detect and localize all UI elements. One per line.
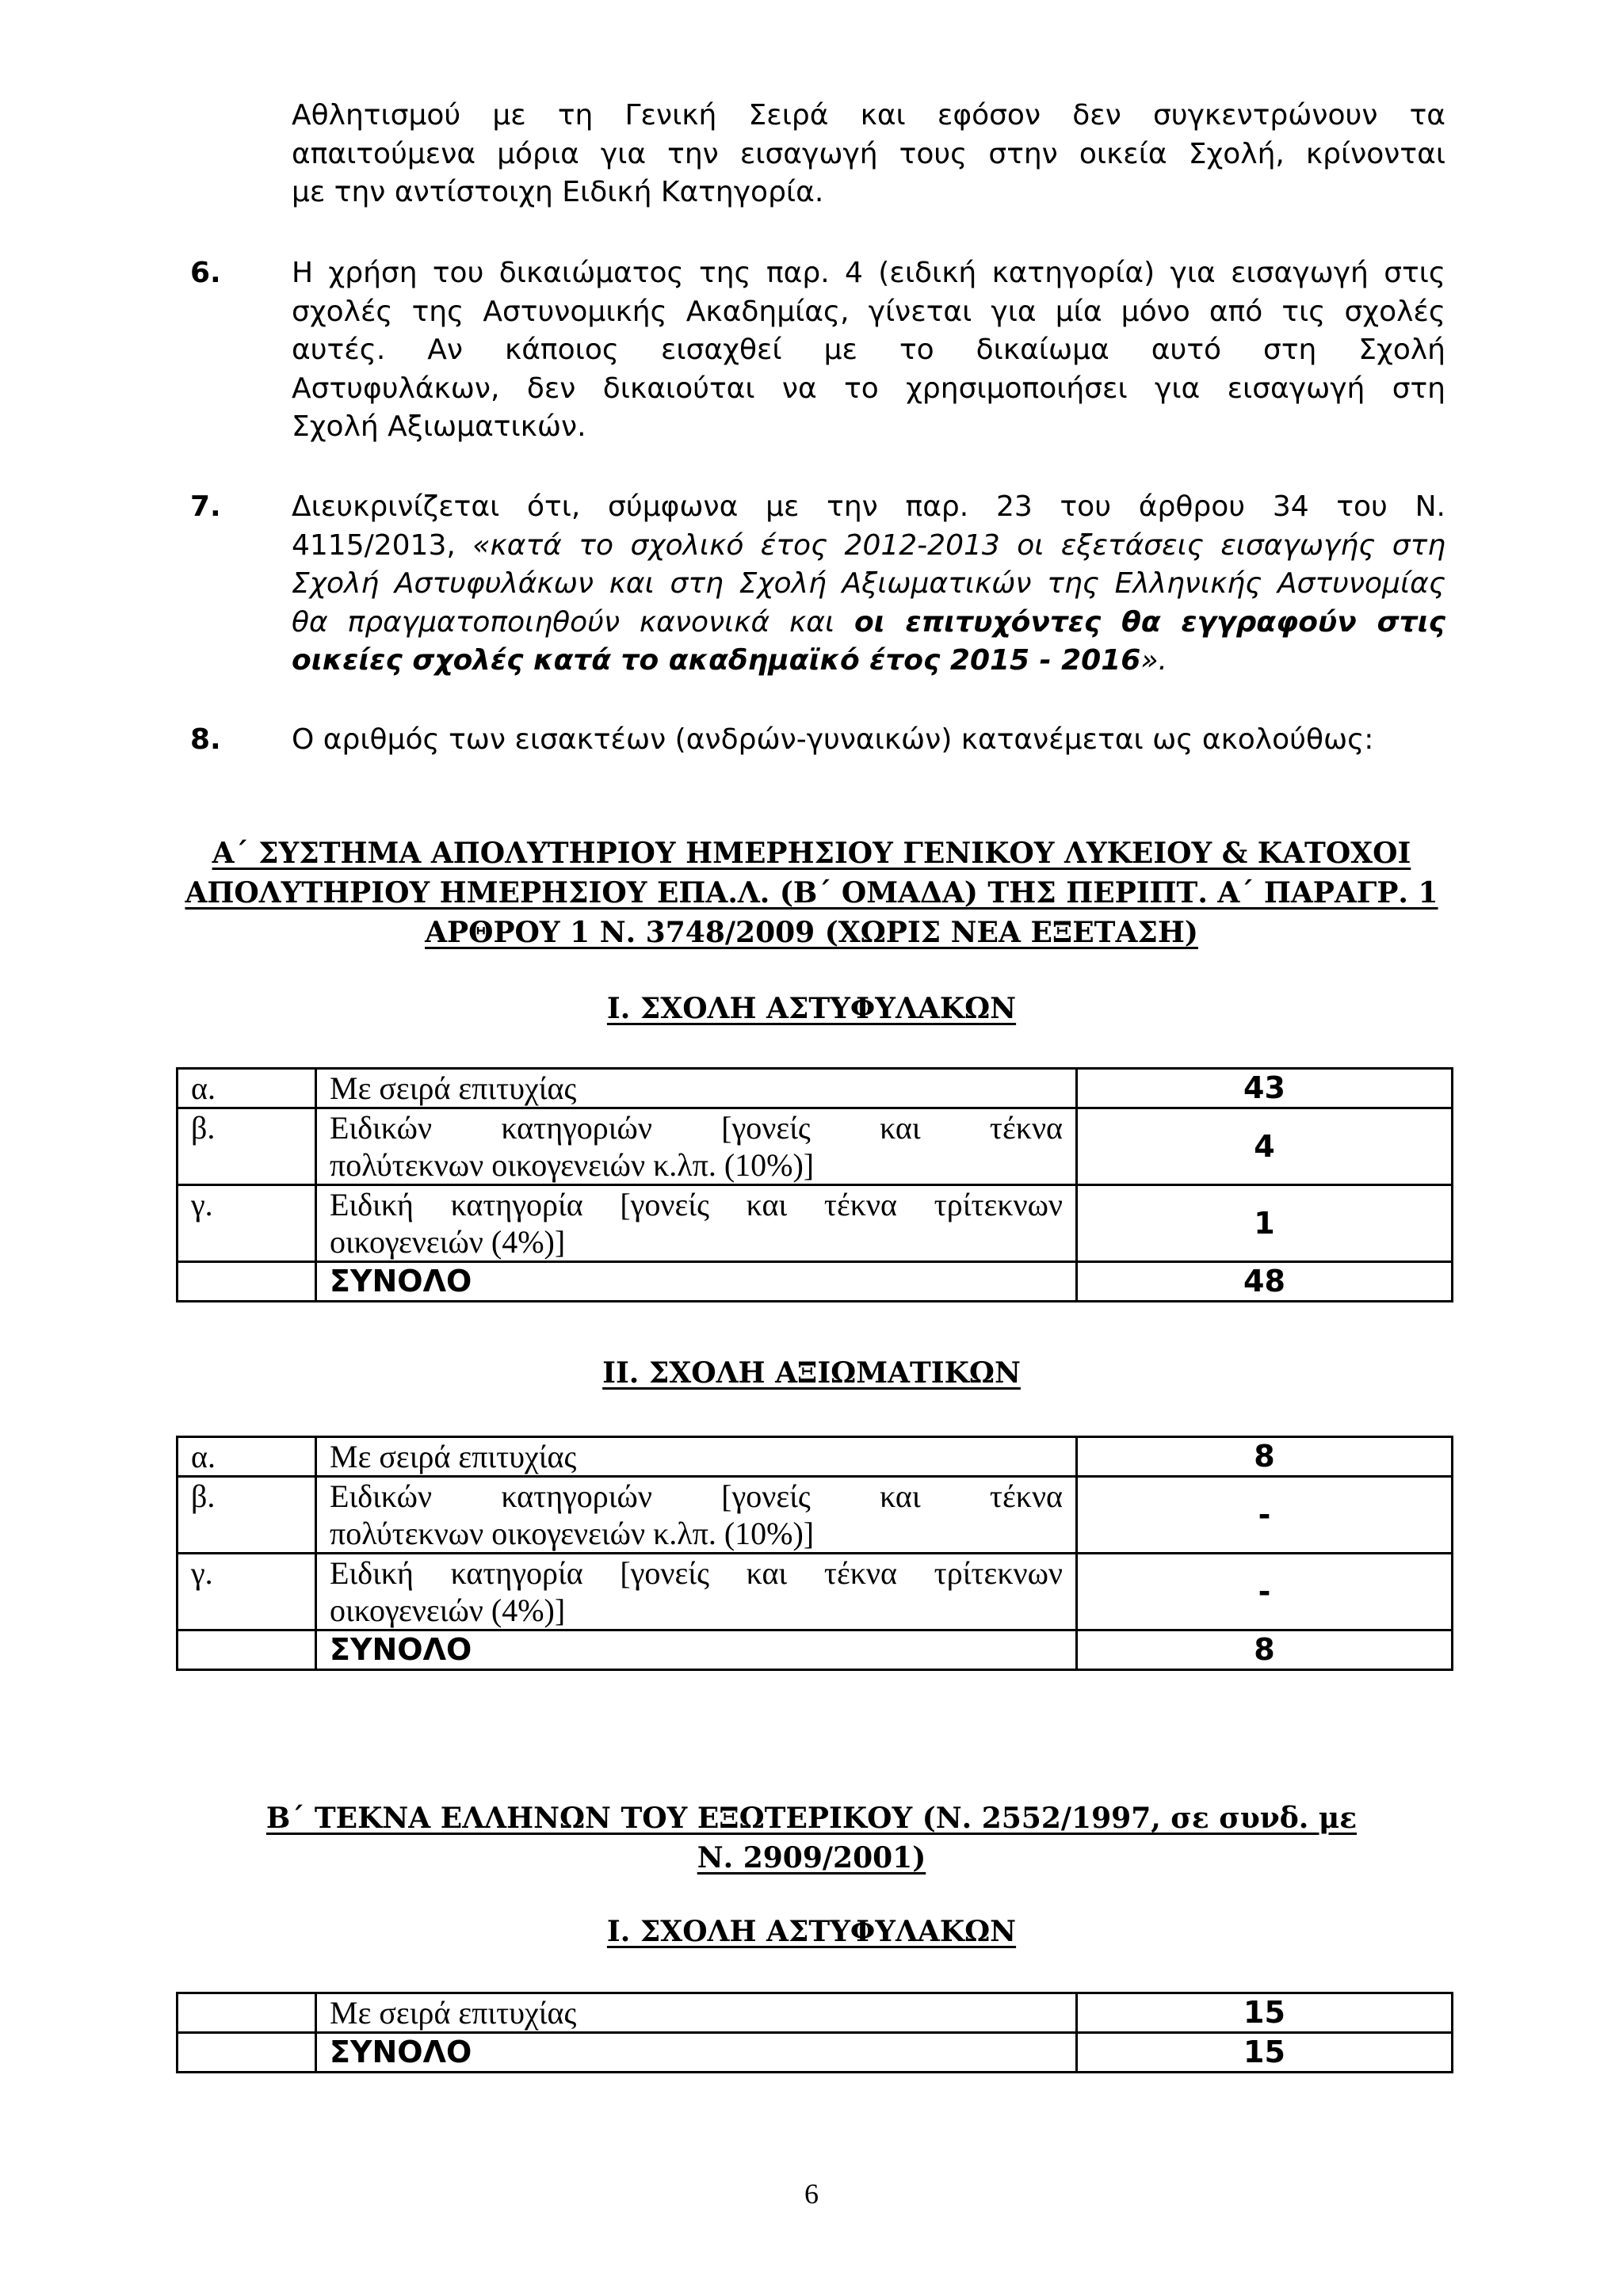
quote-text: Σχολή Αστυφυλάκων και στη Σχολή Αξιωματικών της Ελληνικής Αστυνομίας — [292, 567, 1445, 600]
cell-text: Με σειρά επιτυχίας — [330, 1070, 577, 1106]
quote-close: ». — [1140, 644, 1167, 677]
row-description — [316, 1477, 1077, 1554]
heading-line: ΑΡΘΡΟΥ 1 Ν. 3748/2009 (ΧΩΡΙΣ ΝΕΑ ΕΞΕΤΑΣΗ) — [425, 916, 1198, 949]
intro-paragraph — [292, 97, 1445, 212]
table-row — [178, 1069, 1453, 1108]
section-b-heading — [0, 1798, 1623, 1878]
table-row — [178, 1554, 1453, 1630]
heading-line: ΑΠΟΛΥΤΗΡΙΟΥ ΗΜΕΡΗΣΙΟΥ ΕΠΑ.Λ. (Β΄ ΟΜΑΔΑ) ΤΗΣ ΠΕΡΙΠΤ. Α΄ ΠΑΡΑΓΡ. 1 — [185, 876, 1438, 910]
table-total-row — [178, 2033, 1453, 2073]
text-line: Σχολή Αξιωματικών. — [292, 410, 586, 443]
quote-text: θα πραγματοποιηθούν κανονικά και — [292, 605, 854, 639]
row-description — [316, 1069, 1077, 1108]
row-value: 4 — [1077, 1108, 1453, 1185]
school-title: Ι. ΣΧΟΛΗ ΑΣΤΥΦΥΛΑΚΩΝ — [606, 992, 1017, 1025]
row-label: α. — [178, 1069, 316, 1108]
cell-text: Με σειρά επιτυχίας — [330, 1439, 577, 1474]
text-line: Διευκρινίζεται ότι, σύμφωνα με την παρ. 23 του άρθρου 34 του Ν. — [292, 490, 1445, 523]
school-heading — [0, 989, 1623, 1028]
row-label: γ. — [178, 1185, 316, 1262]
total-value: 15 — [1077, 2033, 1453, 2073]
emphasis-text: οι επιτυχόντες θα εγγραφούν στις — [854, 605, 1446, 639]
row-label: β. — [178, 1108, 316, 1185]
row-value: - — [1077, 1554, 1453, 1630]
text-line: σχολές της Αστυνομικής Ακαδημίας, γίνεται για μία μόνο από τις σχολές — [292, 295, 1445, 328]
total-value: 8 — [1077, 1630, 1453, 1670]
row-description — [316, 1437, 1077, 1477]
cell-text: πολύτεκνων οικογενειών κ.λπ. (10%)] — [330, 1147, 815, 1183]
total-label: ΣΥΝΟΛΟ — [316, 1630, 1077, 1670]
table-row — [178, 1437, 1453, 1477]
cell-text: πολύτεκνων οικογενειών κ.λπ. (10%)] — [330, 1516, 815, 1551]
heading-line: Α΄ ΣΥΣΤΗΜΑ ΑΠΟΛΥΤΗΡΙΟΥ ΗΜΕΡΗΣΙΟΥ ΓΕΝΙΚΟΥ ΛΥΚΕΙΟΥ & ΚΑΤΟΧΟΙ — [212, 837, 1411, 870]
total-value: 48 — [1077, 1262, 1453, 1302]
text-line — [292, 642, 1445, 681]
cell-text: Ειδική κατηγορία [γονείς και τέκνα τρίτεκνων — [330, 1555, 1063, 1591]
cell-text: Με σειρά επιτυχίας — [330, 1995, 577, 2031]
school-title: ΙΙ. ΣΧΟΛΗ ΑΞΙΩΜΑΤΙΚΩΝ — [602, 1356, 1021, 1390]
row-label: β. — [178, 1477, 316, 1554]
row-description — [316, 1993, 1077, 2033]
row-label-empty — [178, 2033, 316, 2073]
section-a-heading — [0, 833, 1623, 952]
item-number: 7. — [190, 490, 221, 523]
row-value: 15 — [1077, 1993, 1453, 2033]
table-row — [178, 1993, 1453, 2033]
text-run: 4115/2013, — [292, 528, 473, 562]
page-number: 6 — [804, 2178, 819, 2210]
item6-paragraph — [292, 254, 1445, 447]
cell-text: Ειδικών κατηγοριών [γονείς και τέκνα — [330, 1110, 1063, 1146]
text-line: Η χρήση του δικαιώματος της παρ. 4 (ειδική κατηγορία) για εισαγωγή στις — [292, 257, 1445, 289]
item8-paragraph — [292, 721, 1445, 760]
text-line — [292, 604, 1445, 643]
cell-text: Ειδική κατηγορία [γονείς και τέκνα τρίτεκνων — [330, 1187, 1063, 1222]
intake-table — [176, 1067, 1453, 1302]
heading-line: Ν. 2909/2001) — [697, 1841, 926, 1875]
cell-text: οικογενειών (4%)] — [330, 1224, 566, 1260]
text-line: Αθλητισμού με τη Γενική Σειρά και εφόσον δεν συγκεντρώνουν τα — [292, 99, 1445, 132]
table-total-row — [178, 1262, 1453, 1302]
text-line — [292, 527, 1445, 566]
row-label-empty — [178, 1262, 316, 1302]
total-label: ΣΥΝΟΛΟ — [316, 2033, 1077, 2073]
row-description — [316, 1108, 1077, 1185]
intake-table — [176, 1436, 1453, 1671]
table-row — [178, 1108, 1453, 1185]
item-number: 8. — [190, 723, 221, 756]
text-line — [292, 565, 1445, 604]
row-value: 1 — [1077, 1185, 1453, 1262]
row-label: γ. — [178, 1554, 316, 1630]
text-line: Ο αριθμός των εισακτέων (ανδρών-γυναικών) κατανέμεται ως ακολούθως: — [292, 723, 1374, 756]
row-description — [316, 1185, 1077, 1262]
table-row — [178, 1477, 1453, 1554]
table-total-row — [178, 1630, 1453, 1670]
text-line: Αστυφυλάκων, δεν δικαιούται να το χρησιμοποιήσει για εισαγωγή στη — [292, 372, 1445, 405]
school-heading — [0, 1912, 1623, 1951]
table-row — [178, 1185, 1453, 1262]
total-label: ΣΥΝΟΛΟ — [316, 1262, 1077, 1302]
text-line: αυτές. Αν κάποιος εισαχθεί με το δικαίωμα αυτό στη Σχολή — [292, 334, 1445, 366]
text-line: με την αντίστοιχη Ειδική Κατηγορία. — [292, 176, 824, 208]
item-number: 6. — [190, 257, 221, 289]
row-value: - — [1077, 1477, 1453, 1554]
heading-line: Β΄ ΤΕΚΝΑ ΕΛΛΗΝΩΝ ΤΟΥ ΕΞΩΤΕΡΙΚΟΥ (Ν. 2552/1997, σε συνδ. με — [265, 1802, 1358, 1835]
row-label-empty — [178, 1630, 316, 1670]
row-label-empty — [178, 1993, 316, 2033]
quote-text: «κατά το σχολικό έτος 2012-2013 οι εξετάσεις εισαγωγής στη — [472, 528, 1446, 562]
cell-text: οικογενειών (4%)] — [330, 1592, 566, 1628]
row-value: 8 — [1077, 1437, 1453, 1477]
school-heading — [0, 1353, 1623, 1393]
cell-text: Ειδικών κατηγοριών [γονείς και τέκνα — [330, 1478, 1063, 1514]
school-title: Ι. ΣΧΟΛΗ ΑΣΤΥΦΥΛΑΚΩΝ — [606, 1915, 1017, 1948]
row-value: 43 — [1077, 1069, 1453, 1108]
emphasis-text: οικείες σχολές κατά το ακαδημαϊκό έτος 2015 - 2016 — [292, 644, 1141, 677]
item7-paragraph — [292, 488, 1445, 681]
intake-table — [176, 1992, 1453, 2073]
row-label: α. — [178, 1437, 316, 1477]
text-line: απαιτούμενα μόρια για την εισαγωγή τους στην οικεία Σχολή, κρίνονται — [292, 137, 1445, 170]
row-description — [316, 1554, 1077, 1630]
